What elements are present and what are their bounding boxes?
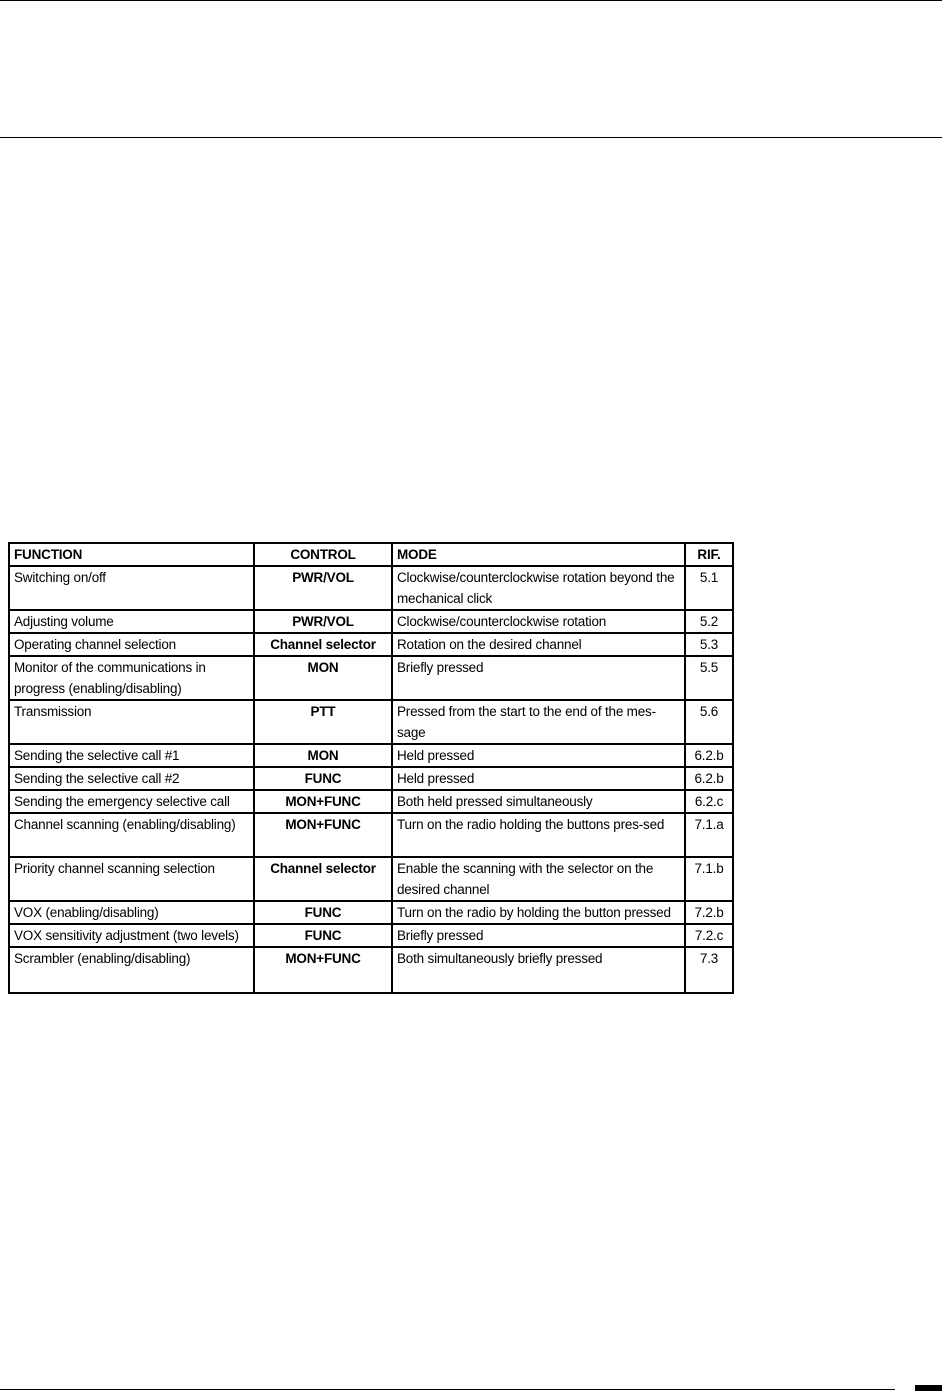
cell-function: Monitor of the communications in progress (enabling/disabling) [9,656,254,700]
cell-mode: Turn on the radio by holding the button pressed [392,901,685,924]
table-row [9,633,733,656]
cell-function: Sending the selective call #1 [9,744,254,767]
cell-function: Channel scanning (enabling/disabling) [9,813,254,857]
cell-function: Scrambler (enabling/disabling) [9,947,254,993]
cell-ref: 6.2.b [685,767,733,790]
table-row [9,610,733,633]
cell-ref: 5.1 [685,566,733,610]
cell-mode: Briefly pressed [392,924,685,947]
functions-table [8,542,734,994]
table-row [9,700,733,744]
cell-ref: 5.2 [685,610,733,633]
cell-control: FUNC [254,901,392,924]
cell-control: FUNC [254,767,392,790]
cell-mode: Both held pressed simultaneously [392,790,685,813]
header-mode: MODE [392,543,685,566]
cell-mode: Rotation on the desired channel [392,633,685,656]
cell-control: Channel selector [254,633,392,656]
cell-ref: 5.6 [685,700,733,744]
cell-ref: 7.3 [685,947,733,993]
cell-control: Channel selector [254,857,392,901]
cell-mode: Held pressed [392,744,685,767]
table-row [9,790,733,813]
table-row [9,566,733,610]
table-row [9,656,733,700]
cell-control: MON+FUNC [254,947,392,993]
table-row [9,744,733,767]
top-rule [0,0,942,1]
cell-function: Sending the emergency selective call [9,790,254,813]
header-rule [0,137,942,138]
cell-control: MON+FUNC [254,813,392,857]
cell-ref: 7.1.b [685,857,733,901]
header-control: CONTROL [254,543,392,566]
cell-function: VOX (enabling/disabling) [9,901,254,924]
cell-function: Adjusting volume [9,610,254,633]
cell-mode: Both simultaneously briefly pressed [392,947,685,993]
cell-function: VOX sensitivity adjustment (two levels) [9,924,254,947]
footer-rule [0,1389,895,1390]
cell-function: Operating channel selection [9,633,254,656]
cell-control: PTT [254,700,392,744]
cell-ref: 7.1.a [685,813,733,857]
cell-mode: Held pressed [392,767,685,790]
header-function: FUNCTION [9,543,254,566]
table-row [9,901,733,924]
table-header-row [9,543,733,566]
cell-mode: Enable the scanning with the selector on the desired channel [392,857,685,901]
cell-control: PWR/VOL [254,566,392,610]
cell-control: FUNC [254,924,392,947]
cell-mode: Clockwise/counterclockwise rotation [392,610,685,633]
cell-control: MON [254,744,392,767]
cell-ref: 5.3 [685,633,733,656]
cell-ref: 7.2.b [685,901,733,924]
cell-function: Sending the selective call #2 [9,767,254,790]
table-row [9,767,733,790]
table-row [9,857,733,901]
cell-ref: 7.2.c [685,924,733,947]
header-ref: RIF. [685,543,733,566]
cell-ref: 6.2.c [685,790,733,813]
cell-mode: Pressed from the start to the end of the mes-sage [392,700,685,744]
cell-mode: Briefly pressed [392,656,685,700]
table-row [9,924,733,947]
page-number-tab [915,1385,942,1391]
cell-ref: 5.5 [685,656,733,700]
cell-function: Priority channel scanning selection [9,857,254,901]
cell-mode: Turn on the radio holding the buttons pres-sed [392,813,685,857]
table-row [9,947,733,993]
cell-control: MON [254,656,392,700]
table-row [9,813,733,857]
cell-mode: Clockwise/counterclockwise rotation beyond the mechanical click [392,566,685,610]
cell-control: PWR/VOL [254,610,392,633]
cell-function: Transmission [9,700,254,744]
cell-control: MON+FUNC [254,790,392,813]
cell-function: Switching on/off [9,566,254,610]
cell-ref: 6.2.b [685,744,733,767]
